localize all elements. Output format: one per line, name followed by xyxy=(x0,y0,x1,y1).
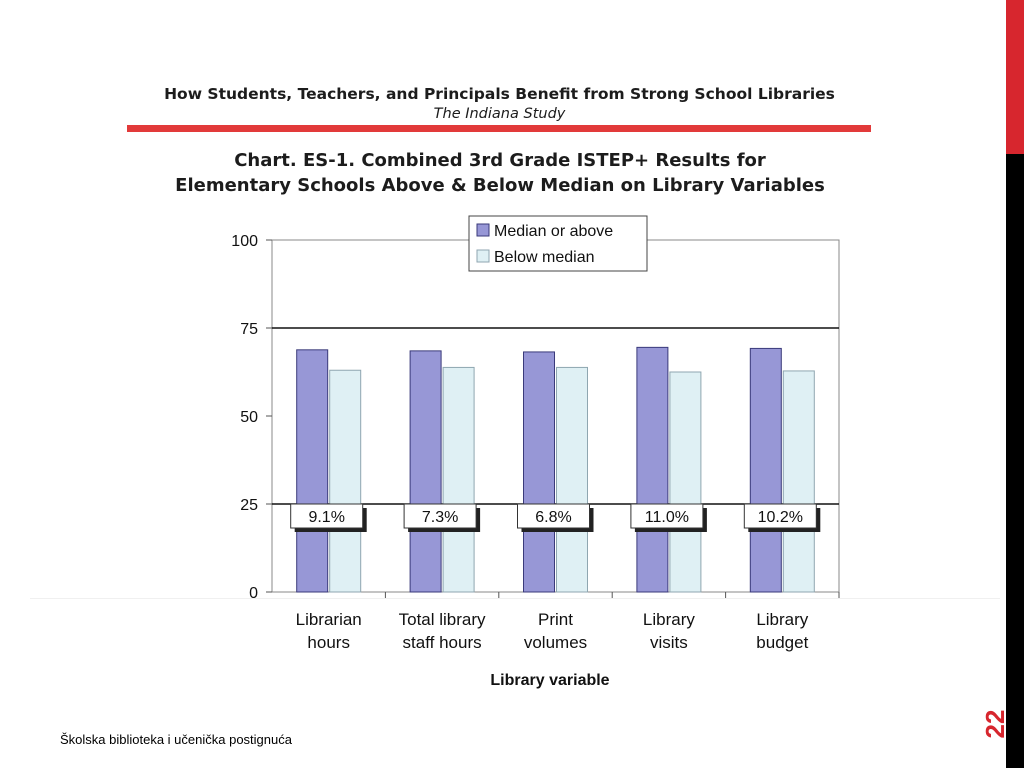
bar-below-median xyxy=(557,367,588,592)
x-tick-label: budget xyxy=(756,633,809,652)
annotation-label: 10.2% xyxy=(757,509,803,526)
bar-median-or-above xyxy=(637,347,668,592)
bar-median-or-above xyxy=(524,352,555,592)
y-tick-label: 50 xyxy=(240,409,258,426)
y-tick-label: 75 xyxy=(240,321,258,338)
side-accent-bar xyxy=(1006,0,1024,154)
bar-below-median xyxy=(443,367,474,592)
page-number: 22 xyxy=(980,709,1010,739)
header-subtitle: The Indiana Study xyxy=(433,106,566,122)
x-tick-label: Print xyxy=(538,610,573,629)
y-tick-label: 0 xyxy=(249,585,258,602)
annotation-label: 9.1% xyxy=(308,509,345,526)
annotation-label: 6.8% xyxy=(535,509,572,526)
x-tick-label: hours xyxy=(307,633,350,652)
x-axis-title: Library variable xyxy=(490,672,610,689)
bar-below-median xyxy=(330,370,361,592)
bar-below-median xyxy=(783,371,814,592)
legend-label: Median or above xyxy=(494,223,614,240)
x-tick-label: visits xyxy=(650,633,688,652)
header-title: How Students, Teachers, and Principals Benefit from Strong School Libraries xyxy=(164,85,835,103)
chart-title-line-1: Chart. ES-1. Combined 3rd Grade ISTEP+ Results for xyxy=(234,150,766,171)
bar-median-or-above xyxy=(410,351,441,592)
footer-text: Školska biblioteka i učenička postignuća xyxy=(60,732,292,747)
legend-swatch xyxy=(477,224,489,236)
x-tick-label: volumes xyxy=(523,633,588,652)
y-tick-label: 100 xyxy=(231,233,258,250)
x-tick-label: Librarian xyxy=(295,610,362,629)
chart-title-line-2: Elementary Schools Above & Below Median on Library Variables xyxy=(175,175,825,196)
bar-median-or-above xyxy=(750,348,781,592)
annotation-label: 11.0% xyxy=(644,509,689,526)
legend-label: Below median xyxy=(494,249,595,266)
y-tick-label: 25 xyxy=(240,497,258,514)
side-dark-bar xyxy=(1006,154,1024,768)
x-tick-label: Library xyxy=(756,610,809,629)
bar-below-median xyxy=(670,372,701,592)
legend-swatch xyxy=(477,250,489,262)
annotation-label: 7.3% xyxy=(421,509,459,526)
bar-median-or-above xyxy=(297,350,328,592)
x-tick-label: staff hours xyxy=(402,633,482,652)
x-tick-label: Library xyxy=(642,610,695,629)
x-tick-label: Total library xyxy=(398,610,486,629)
